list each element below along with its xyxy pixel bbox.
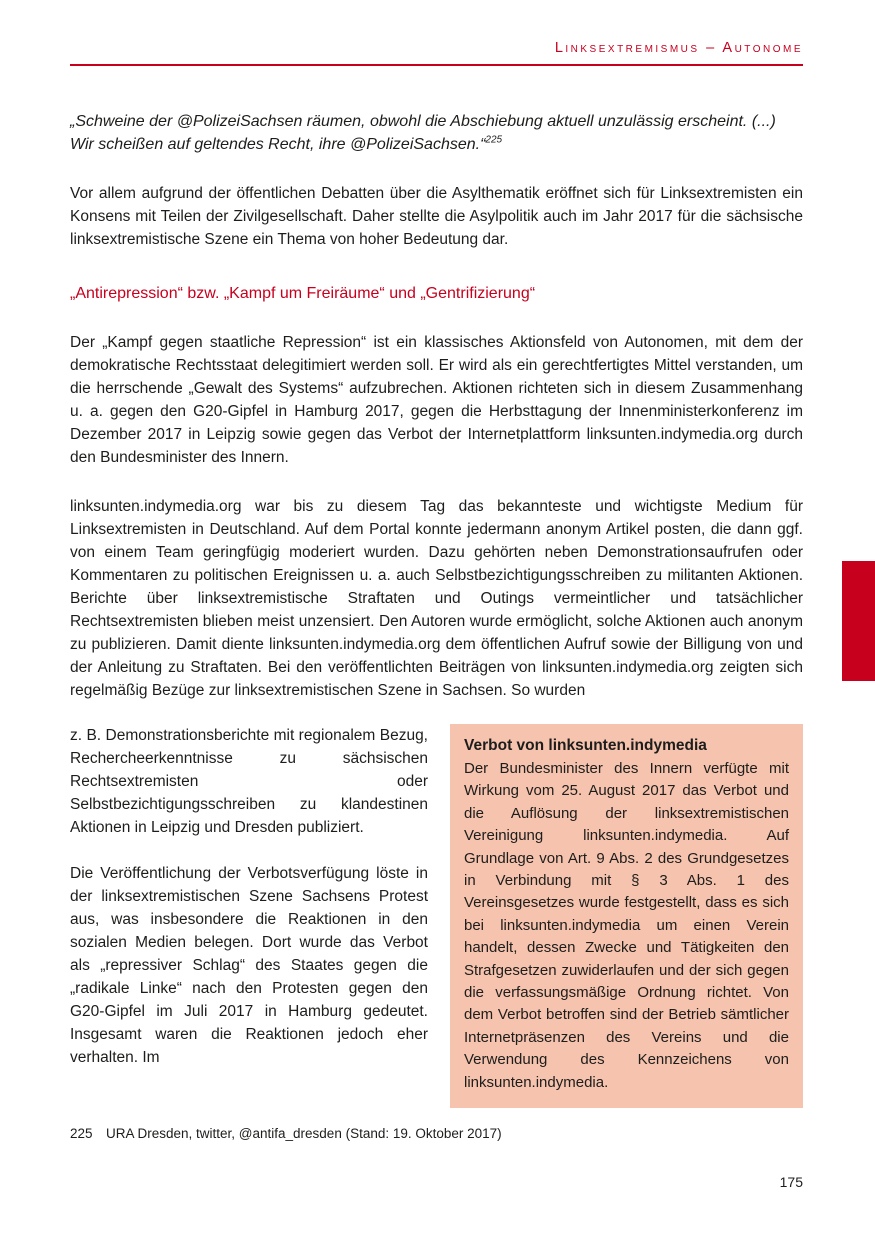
chapter-edge-marker: [842, 561, 875, 681]
footnote: [70, 1125, 803, 1143]
section-heading: „Antirepression“ bzw. „Kampf um Freiräume“ und „Gentrifizierung“: [70, 285, 536, 302]
left-column: [70, 724, 428, 1069]
paragraph-column-continuation: z. B. Demonstrationsberichte mit regionalem Bezug, Rechercheerkenntnisse zu sächsischen Rechtsextremisten oder Selbstbezichtigungsschreiben zu klandestinen Aktionen in Leipzig und Dresden publiziert.: [70, 727, 428, 836]
paragraph-linksunten: linksunten.indymedia.org war bis zu diesem Tag das bekannteste und wichtigste Medium für Linksextremisten in Deutschland. Auf dem Portal konnte jedermann anonym Artikel posten, die dann ggf. von einem Team geringfügig moderiert wurden. Dazu gehörten neben Demonstrationsaufrufen oder Kommentaren zu politischen Ereignissen u. a. auch Selbstbezichtigungsschreiben zu militanten Aktionen. Berichte über linksextremistische Straftaten und Outings vermeintlicher und tatsächlicher Rechtsextremisten blieben meist unzensiert. Den Autoren wurde ermöglicht, solche Aktionen auch anonym zu publizieren. Damit diente linksunten.indymedia.org dem öffentlichen Aufruf sowie der Billigung von und der Anleitung zu Straftaten. Bei den veröffentlichten Beiträgen von linksunten.indymedia.org zeigten sich regelmäßig Bezüge zur linksextremistischen Szene in Sachsen. So wurden: [70, 498, 803, 699]
two-column-section: [70, 724, 803, 1108]
running-header: Linksextremismus – Autonome: [554, 40, 803, 56]
paragraph-antirepression: Der „Kampf gegen staatliche Repression“ ist ein klassisches Aktionsfeld von Autonomen, mit dem der demokratische Rechtsstaat delegitimiert werden soll. Er wird als ein gerechtfertigtes Mittel verstanden, um die herrschende „Gewalt des Systems“ aufzubrechen. Aktionen richteten sich in diesem Zusammenhang u. a. gegen den G20-Gipfel in Hamburg 2017, gegen die Herbsttagung der Innenministerkonferenz im Dezember 2017 in Leipzig sowie gegen das Verbot der Internetplattform linksunten.indymedia.org durch den Bundesminister des Innern.: [70, 334, 803, 466]
paragraph-verbotsverfuegung: Die Veröffentlichung der Verbotsverfügung löste in der linksextremistischen Szene Sachsens Protest aus, was insbesondere die Reaktionen in den sozialen Medien belegen. Dort wurde das Verbot als „repressiver Schlag“ des Staates gegen die „radikale Linke“ nach den Protesten gegen den G20-Gipfel im Juli 2017 in Hamburg gedeutet. Insgesamt waren die Reaktionen jedoch eher verhalten. Im: [70, 865, 428, 1066]
footnote-reference: 225: [485, 134, 503, 146]
footnote-text: URA Dresden, twitter, @antifa_dresden (Stand: 19. Oktober 2017): [106, 1126, 502, 1141]
quote-text: „Schweine der @PolizeiSachsen räumen, obwohl die Abschiebung aktuell unzulässig erscheint. (...) Wir scheißen auf geltendes Recht, ihre @PolizeiSachsen.“: [70, 113, 776, 153]
header-rule: [70, 64, 803, 66]
infobox-verbot-linksunten: [450, 724, 803, 1108]
quote-paragraph: [70, 110, 803, 156]
infobox-body: Der Bundesminister des Innern verfügte mit Wirkung vom 25. August 2017 das Verbot und die Auflösung der linksextremistischen Vereinigung linksunten.indymedia. Auf Grundlage von Art. 9 Abs. 2 des Grundgesetzes in Verbindung mit § 3 Abs. 1 des Vereinsgesetzes wurde festgestellt, dass es sich bei linksunten.indymedia um einen Verein handelt, dessen Zwecke und Tätigkeiten den Strafgesetzen zuwiderlaufen und der sich gegen die verfassungsmäßige Ordnung richtet. Von dem Verbot betroffen sind der Betrieb sämtlicher Internetpräsenzen des Vereins und die Verwendung des Kennzeichens von linksunten.indymedia.: [464, 760, 789, 1091]
page-number: 175: [779, 1174, 803, 1190]
page-content: [70, 0, 803, 1108]
infobox-title: Verbot von linksunten.indymedia: [464, 737, 707, 754]
footnote-number: 225: [70, 1126, 93, 1141]
paragraph-asylpolitik: Vor allem aufgrund der öffentlichen Debatten über die Asylthematik eröffnet sich für Linksextremisten ein Konsens mit Teilen der Zivilgesellschaft. Daher stellte die Asylpolitik auch im Jahr 2017 für die sächsische linksextremistische Szene ein Thema von hoher Bedeutung dar.: [70, 185, 803, 248]
